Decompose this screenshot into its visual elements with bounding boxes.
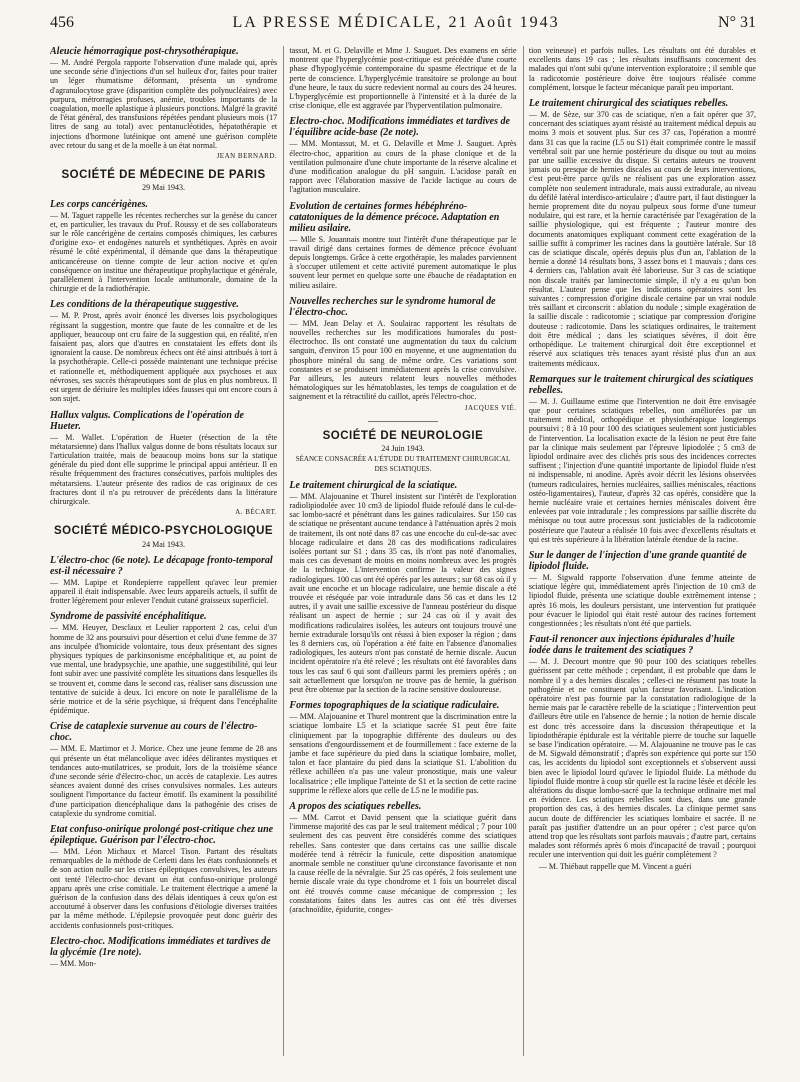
article-title: Les conditions de la thérapeutique suggestive. [50, 299, 239, 311]
society-heading: SOCIÉTÉ MÉDICO-PSYCHOLOGIQUE [54, 525, 274, 538]
article-text: — M. André Pergola rapporte l'observation d'une malade qui, après une seconde série d'injections d'un sel huileux d'or, faites pour traiter un léger rhumatisme déformant, présenta un syndrome d'agranulocytose grave (disparition complète des polynucléaires) avec purpura, métrorragies profuses, anémie, troubles importants de la coagulation, moelle aplastique à plusieurs ponctions. Malgré la gravité de l'état général, des transfusions répétées pendant plusieurs mois (17 litres de sang au total) avec pentanucléotides, hépatothérapie et injections d'hormone lutéinique ont amené une guérison complète avec retour du sang et de la moelle à un état normal. [50, 58, 278, 150]
article-text: — MM. Léon Michaux et Marcel Tison. Partant des résultats remarquables de la méthode de Cerletti dans les états confusionnels et de son action nulle sur les crises épileptiques convulsives, les auteurs ont tenté l'électro-choc devant un état confuso-onirique prolongé apparu après une crise comitiale. Le traitement électrique a amené la guérison de la confusion dans des délais identiques à ceux qu'on est accoutumé à observer dans les confusions d'étiologie diverses traitées par la même méthode. L'épilepsie provoquée peut donc guérir des accidents confusionnels post-critiques. [50, 847, 278, 930]
article-title: Evolution de certaines formes hébéphréno-catatoniques de la démence précoce. Adaptation en milieu asilaire. [289, 200, 500, 234]
article-text: — MM. Montassut, M. et G. Delaville et Mme J. Sauguet. Après électro-choc, apparition au cours de la phase clonique et de la ventilation pulmonaire d'une chute importante de la réserve alcaline et d'une modification analogue du pH sanguin. L'acidose paraît en rapport avec l'élaboration massive de l'acide lactique au cours de l'agitation musculaire. [289, 139, 517, 195]
article-title: Electro-choc. Modifications immédiates et tardives de la glycémie (1re note). [50, 935, 271, 958]
article-title: Le traitement chirurgical de la sciatique. [289, 479, 458, 491]
society-date: 24 Juin 1943. [381, 444, 425, 454]
article-signature: A. BÉCART. [235, 508, 278, 517]
article-title: Crise de cataplexie survenue au cours de l'électro-choc. [50, 721, 258, 744]
section-divider [368, 421, 438, 422]
society-heading: SOCIÉTÉ DE MÉDECINE DE PARIS [61, 169, 266, 182]
article-text: — MM. Alajouanine et Thurel insistent sur l'intérêt de l'exploration radiolipiodolée avec 10 cm3 de lipiodol fluide refoulé dans le cul-de-sac lombo-sacré et pénétrant dans les gaines radiculaires. Sur 150 cas de sciatique ne présentant aucune tendance à l'atténuation après 2 mois de traitement, ils ont noté dans 87 cas une encoche du cul-de-sac avec blocage radiculaire et dans 28 cas des modifications radiculaires isolées portant sur S1 ; dans 35 cas, ils n'ont pas noté d'anomalies, mais ces cas devenant de moins en moins nombreux avec les progrès de la technique. L'intervention confirme la valeur des signes radiologiques. 100 cas ont été opérés par les auteurs ; sur 68 cas où il y avait une encoche et un blocage radiculaire, une hernie discale a été trouvée et réséquée par voie intradurale dans 56 cas et dans les 12 autres, il y avait une saillie excessive de l'anneau postérieur du disque réalisant un aspect de hernie ; sur 24 cas où il y avait des modifications radiculaires isolées, les auteurs ont toujours trouvé une hernie extradurale lorsqu'ils ont réussi à bien exposer la région ; dans les 8 derniers cas, où l'opération a été faite en l'absence d'anomalies radiologiques, les auteurs n'ont pas constaté de hernie discale. Aucun incident opératoire n'a été relevé ; les résultats ont été favorables dans tous les cas sauf 6 qui sont d'ailleurs parmi les premiers opérés ; on sait actuellement que lorsqu'on ne trouve pas de hernie, la guérison peut être obtenue par la section de la racine sensitive douloureuse. [289, 491, 517, 694]
article-text: — M. J. Guillaume estime que l'intervention ne doit être envisagée que pour certaines sciatiques rebelles, non améliorées par un traitement médical, orthopédique et physiothérapique longtemps poursuivi ; 8 à 10 pour 100 des sciatiques seulement sont justiciables de l'intervention. La localisation exacte de la lésion ne peut être faite par la clinique mais seulement par l'épreuve lipiodolée ; 5 cm3 de lipiodol ordinaire avec des clichés pris sous des incidences correctes suffisent ; l'injection d'une quantité importante de lipiodol fluide n'est ni indispensable, ni anodine. Après avoir décrit les lésions observées (tumeurs radiculaires, hernies nucléaires, saillies méniscales, réactions ostéo-ligamentaires), l'auteur, d'après 32 cas opérés, considère que la hernie nucléaire vraie et certaines hernies méniscales doivent être enlevées par voie intradurale ; les compressions par saillie discrète du ménisque ou tout autre processus sont justiciables de la radicotomie postérieure que l'auteur a réalisée 10 fois avec d'excellents résultats et qui est très supérieure à la libération latérale étendue de la racine. [528, 396, 756, 544]
journal-title: LA PRESSE MÉDICALE, 21 Août 1943 [232, 14, 560, 31]
session-subtitle: SÉANCE CONSACRÉE A L'ÉTUDE DU TRAITEMENT CHIRURGICAL DES SCIATIQUES. [295, 455, 511, 473]
columns [50, 46, 756, 1076]
article-text: — M. Thiébaut rappelle que M. Vincent a guéri [538, 861, 692, 871]
article-text: — MM. Mon- [50, 958, 97, 968]
article-text: — MM. E. Martimor et J. Morice. Chez une jeune femme de 28 ans qui présente un état mélancolique avec idées délirantes mystiques et tendances auto-mutilatrices, se produit, lors de la troisième séance d'une seconde série d'électro-choc, un accès de cataplexie. Les autres séances avaient donné des crises convulsives normales. Les auteurs soulignent l'importance du facteur émotif. Ils examinent la possibilité d'une participation diencéphalique dans la pathogénie des crises de cataplexie du syndrome comitial. [50, 744, 278, 818]
page-number: 456 [50, 14, 74, 31]
article-title: Formes topographiques de la sciatique radiculaire. [289, 700, 500, 712]
article-title: Le traitement chirurgical des sciatiques rebelles. [528, 98, 729, 110]
column-2 [289, 46, 516, 1076]
page-header [50, 14, 756, 36]
article-text: — MM. Heuyer, Desclaux et Leulier rapportent 2 cas, celui d'un homme de 32 ans poursuivi pour désertion et celui d'une femme de 37 ans inculpée d'homicide volontaire, tous deux présentant des signes physiques typiques de parkinsonisme encéphalitique et, au point de vue mental, une bradypsychie, une apathie, une suggestibilité, qui leur font subir avec une passivité complète les situations dans lesquelles ils se trouvent et, comme dans le second cas, réaliser sans discussion une tentative de suicide à deux. Ici encore on note le parallélisme de la série motrice et de la série psychique, si fréquent dans l'encéphalite épidémique. [50, 623, 278, 716]
article-title: Faut-il renoncer aux injections épidurales d'huile iodée dans le traitement des sciatiques ? [528, 634, 735, 657]
article-title: Les corps cancérigènes. [50, 198, 149, 210]
article-text: — M. P. Prost, après avoir énoncé les diverses lois psychologiques régissant la suggestion, montre que faute de les connaître et de les appliquer, beaucoup ont cru faire de la suggestion qui, en réalité, n'en faisaient pas, alors que d'autres en constataient les effets dont ils ignoraient la cause. De nombreux échecs ont été ainsi attribués à tort à la psychothérapie. Celle-ci possède maintenant une technique précise et rationnelle et, méthodiquement appliquée aux psychoses et aux névroses, ses succès thérapeutiques sont de plus en plus nombreux. Il est urgent de dériuire les multiples idées fausses qui ont encore cours à son sujet. [50, 311, 278, 404]
article-title: Nouvelles recherches sur le syndrome humoral de l'électro-choc. [289, 295, 496, 318]
article-title: L'électro-choc (6e note). Le décapage fronto-temporal est-il nécessaire ? [50, 554, 273, 577]
column-1 [50, 46, 277, 1076]
article-text: — M. Wallet. L'opération de Hueter (résection de la tête métatarsienne) dans l'hallux valgus donne de bons résultats locaux sur l'articulation traitée, mais de beaucoup moins bons sur la statique générale du pied dont elle supprime le principal appui antérieur. Il en résulte fréquemment des fractures consécutives, parfois multiples des métatarsiens. L'auteur présente des radios de cas originaux de ces fractures dont il n'a pu retrouver de précédents dans la littérature chirurgicale. [50, 432, 278, 506]
article-text: — M. Sigwald rapporte l'observation d'une femme atteinte de sciatique légère qui, immédiatement après l'injection de 10 cm3 de lipiodol fluide, présenta une sciatique double extrêmement intense ; après 16 mois, les douleurs persistant, une intervention fut pratiquée pour évacuer le lipiodol qui était resté autour des racines fortement congestionnées ; les résultats n'ont été que partiels. [528, 572, 756, 628]
article-title: Syndrome de passivité encéphalitique. [50, 611, 207, 623]
column-divider [517, 46, 529, 1076]
article-text: — M. Taguet rappelle les récentes recherches sur la genèse du cancer et, en particulier, les travaux du Prof. Roussy et de ses collaborateurs sur le rôle cancérigène de certains composés chimiques, les carbures d'origine exo- et endogènes naturels et synthétiques. Après en avoir résumé le côté expérimental, il démande que dans la thérapeutique anticancéreuse on tienne compte de leur action nocive et qu'en conséquence on institue une thérapeutique prophylactique et générale, parallèlement à l'intervention locale antitumorale, domaine de la chirurgie et de la radiothérapie. [50, 210, 278, 294]
article-text: tassut, M. et G. Delaville et Mme J. Sauguet. Des examens en série montrent que l'hyperglycémie post-critique est précédée d'une courte phase d'hypoglycémie contemporaine du spasme électrique et de la perte de conscience. L'hyperglycémie transitoire se prolonge au bout d'une heure, le taux du sucre redevient normal au cours des 24 heures. L'hyperglycémie est proportionnelle à l'intensité et à la durée de la crise clonique, elle est aggravée par l'hyperventilation pulmonaire. [289, 46, 517, 111]
article-title: Sur le danger de l'injection d'une grande quantité de lipiodol fluide. [528, 549, 747, 572]
article-text: — Mlle S. Jouannais montre tout l'intérêt d'une thérapeutique par le travail dirigé dans certaines formes de démence précoce évoluant depuis longtemps. Grâce à cette ergothérapie, les malades parviennent à s'occuper utilement et cette activité purement automatique le plus souvent leur permet en quelque sorte une ébauche de réadaptation en milieu asilaire. [289, 234, 517, 290]
article-text: tion veineuse) et parfois nulles. Les résultats ont été durables et excellents dans 19 cas ; les résultats insuffisants concernent des malades qui n'ont subi qu'une intervention exploratoire ; il semble que la radicotomie postérieure doive être toujours réalisée comme complément, lorsque le facteur mécanique paraît peu important. [528, 46, 756, 92]
article-text: — M. J. Decourt montre que 90 pour 100 des sciatiques rebelles guérissent par cette méthode ; cependant, il est probable que dans le nombre il y a des hernies discales ; celles-ci ne résument pas toute la pathogénie et ne constituent qu'un facteur favorisant. L'indication opératoire n'est pas fournie par la constatation radiologique de la hernie mais par le caractère rebelle de la sciatique ; l'intervention peut d'ailleurs être utile en l'absence de hernie ; la notion de hernie discale est donc très accessoire dans la discussion thérapeutique et la lipiodothérapie épidurale est la véritable pierre de touche sur laquelle se base l'indication opératoire. — M. Alajouanine ne trouve pas le cas de M. Sigwald démonstratif ; d'après son expérience qui porte sur 150 cas, les accidents du lipiodol sont exceptionnels et s'observent aussi bien avec le lipiodol lourd qu'avec le lipiodol fluide. La méthode du lipiodol fluide montre à coup sûr quelle est la racine lésée et décèle les altérations du disque lombo-sacré que la technique ordinaire met mal en évidence. Les sciatiques rebelles sont dues, dans une grande proportion des cas, à des hernies discales. La clinique permet sans aucun doute de différencier les sciatiques lombaire et sacrée. Il ne paraît pas justifier d'attendre un an pour opérer ; c'est parce qu'on attend trop que les résultats sont parfois mauvais ; d'autre part, certains malades sont réformés après 6 mois d'incapacité de travail ; pourquoi reculer une intervention qui doit les guérir complètement ? [528, 657, 756, 860]
article-title: Aleucie hémorragique post-chrysothérapique. [50, 46, 239, 57]
article-title: Electro-choc. Modifications immédiates et tardives de l'équilibre acide-base (2e note). [289, 116, 510, 139]
society-date: 29 Mai 1943. [142, 183, 185, 193]
article-text: — MM. Alajouanine et Thurel montrent que la discrimination entre la sciatique lombaire L5 et la sciatique sacrée S1 peut être faite cliniquement par la topographie différente des douleurs ou des sensations d'engourdissement et de fourmillement : face externe de la jambe et face supérieure du pied dans la sciatique lombaire, mollet, talon et face plantaire du pied dans la sciatique S1. L'abolition du réflexe achilléen n'a pas une valeur pronostique, mais une valeur localisatrice ; elle implique l'atteinte de S1 et la section de cette racine supprime le réflexe alors que celle de L5 ne le modifie pas. [289, 712, 517, 795]
article-title: Remarques sur le traitement chirurgical des sciatiques rebelles. [528, 373, 754, 396]
article-text: — M. de Sèze, sur 370 cas de sciatique, n'en a fait opérer que 37, concernant des sciatiques ayant résisté au traitement médical depuis au moins 3 mois et souvent plus. Sur ces 37 cas, l'opération a montré dans 31 cas que la racine (L5 ou S1) était comprimée contre le massif vertébral soit par une hernie postérieure du disque ou tout au moins par une saillie excessive du disque. Si certains auteurs ne trouvent jamais ou presque de hernies discales au cours de leurs interventions, c'est peut-être parce qu'ils ne réalisent pas une exploration assez complète non seulement intradurale, mais aussi extradurale, au niveau du défilé latéral interdisco-articulaire ; d'autre part, il faut distinguer la hernie proprement dite du noyau pulpeux sous forme d'une tumeur nodulaire, qui est rare, et la hernie caractérisée par l'exagération de la saillie physiologique, qui est fréquente ; l'auteur montre des documents anatomiques expliquant comment cette exagération de la saillie suffit à comprimer les racines dans la gouttière latérale. Sur 18 cas de sciatique discale, opérés depuis plus d'un an, l'ablation de la hernie a donné 14 résultats bons, 3 assez bons et 1 mauvais ; dans ces 4 derniers cas, l'ablation avait été laborieuse. Sur 3 cas de sciatique non discale traités par laminectomie simple, il n'y a eu qu'un bon résultat. L'auteur pense que les indications opératoires sont les suivantes : compression d'origine discale certaine par un vrai nodule très saillant et circonscrit : ablation du nodule ; simple exagération de la saillie discale : radicotomie ; sciatique par compression d'origine douteuse : radicotomie. Dans les sciatiques ordinaires, le traitement doit être médical ; dans les sciatiques sévères, il doit être orthopédique. Le traitement chirurgical doit être exceptionnel et réservé aux sciatiques très tenaces ayant résisté plus d'un an aux traitements médicaux. [528, 110, 756, 368]
column-divider [277, 46, 289, 1076]
article-signature: JEAN BERNARD. [216, 152, 278, 161]
article-text: — MM. Lapipe et Rondepierre rappellent qu'avec leur premier appareil il était indispensable. Avec leurs appareils actuels, il suffit de frotter légèrement pour enlever l'enduit cutané graisseux superficiel. [50, 577, 278, 606]
society-heading: SOCIÉTÉ DE NEUROLOGIE [322, 429, 484, 442]
article-title: A propos des sciatiques rebelles. [289, 801, 422, 812]
column-3 [529, 46, 756, 1076]
article-text: — MM. Jean Delay et A. Soulairac rapportent les résultats de nouvelles recherches sur les modifications humorales du post-électrochoc. Ils ont constaté une augmentation du taux du calcium sanguin, d'environ 15 pour 100 en moyenne, et une augmentation du phosphore minéral du sang de même ordre. Ces variations sont constantes et se produisent immédiatement après la crise convulsive. Par ailleurs, les auteurs relatent leurs nouvelles méthodes hématologiques sur les hématoblastes, les temps de coagulation et de saignement et la rétractilité du caillot, après l'électro-choc. [289, 318, 517, 402]
article-title: Hallux valgus. Complications de l'opération de Hueter. [50, 409, 244, 432]
article-title: Etat confuso-onirique prolongé post-critique chez une épileptique. Guérison par l'électro-choc. [50, 824, 274, 846]
issue-number: N° 31 [718, 14, 756, 31]
article-signature: JACQUES VIÉ. [464, 403, 517, 412]
society-date: 24 Mai 1943. [142, 539, 185, 549]
article-text: — MM. Carrot et David pensent que la sciatique guérit dans l'immense majorité des cas par le seul traitement médical ; 7 pour 100 seulement des cas peuvent être considérés comme des sciatiques rebelles. Sans contester que dans certains cas une saillie discale modérée tend à rétrécir la funicule, cette disposition anatomique anormale semble ne constituer qu'une circonstance favorisante et non la cause réelle de la névralgie. Sur 25 cas opérés, 2 fois seulement une hernie discale vraie du type chondrome et 1 fois un bourrelet discal ont été trouvés comme cause mécanique de compression ; les constatations faites dans les autres cas ont été très diverses (arachnoïdite, épidurite, conges- [289, 813, 517, 915]
